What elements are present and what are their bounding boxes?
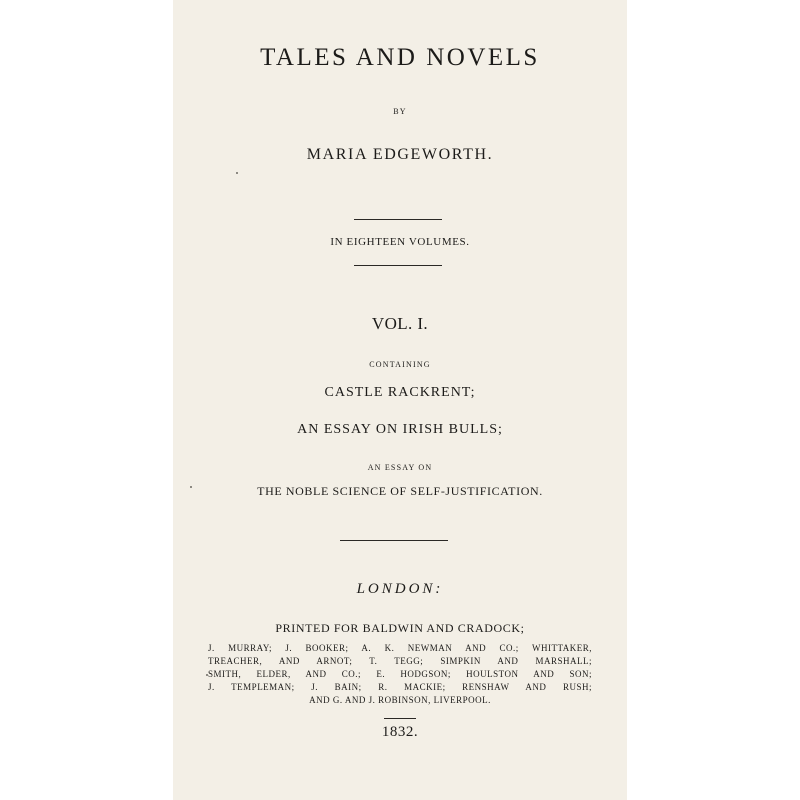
bookseller-line: SMITH, ELDER, AND CO.; E. HODGSON; HOULSTON AND SON; <box>208 669 592 679</box>
paper-speck <box>190 486 192 488</box>
essay-title: THE NOBLE SCIENCE OF SELF-JUSTIFICATION. <box>257 484 543 498</box>
publication-year: 1832. <box>381 724 419 740</box>
contents-item: AN ESSAY ON IRISH BULLS; <box>297 422 503 437</box>
bookseller-line: TREACHER, AND ARNOT; T. TEGG; SIMPKIN AND MARSHALL; <box>208 656 592 666</box>
printed-for: PRINTED FOR BALDWIN AND CRADOCK; <box>275 621 525 635</box>
bookseller-line: J. TEMPLEMAN; J. BAIN; R. MACKIE; RENSHAW AND RUSH; <box>208 682 592 692</box>
by-line: BY <box>393 107 407 116</box>
book-title: TALES AND NOVELS <box>260 44 540 71</box>
paper-speck <box>236 172 238 174</box>
divider-rule <box>354 219 442 220</box>
contents-item: CASTLE RACKRENT; <box>324 385 476 400</box>
volume-number: VOL. I. <box>371 314 429 333</box>
author-name: MARIA EDGEWORTH. <box>306 146 494 163</box>
bookseller-line: J. MURRAY; J. BOOKER; A. K. NEWMAN AND CO.; WHITTAKER, <box>208 643 592 653</box>
paper-speck <box>206 674 208 676</box>
essay-on-label: AN ESSAY ON <box>367 463 433 472</box>
bookseller-line: AND G. AND J. ROBINSON, LIVERPOOL. <box>309 695 491 705</box>
title-page <box>173 0 627 800</box>
bookseller-list <box>208 642 592 707</box>
containing-label: CONTAINING <box>369 360 431 369</box>
imprint-place: LONDON: <box>356 581 444 597</box>
divider-rule <box>384 718 416 719</box>
volume-count: IN EIGHTEEN VOLUMES. <box>330 236 470 248</box>
divider-rule <box>340 540 448 541</box>
divider-rule <box>354 265 442 266</box>
